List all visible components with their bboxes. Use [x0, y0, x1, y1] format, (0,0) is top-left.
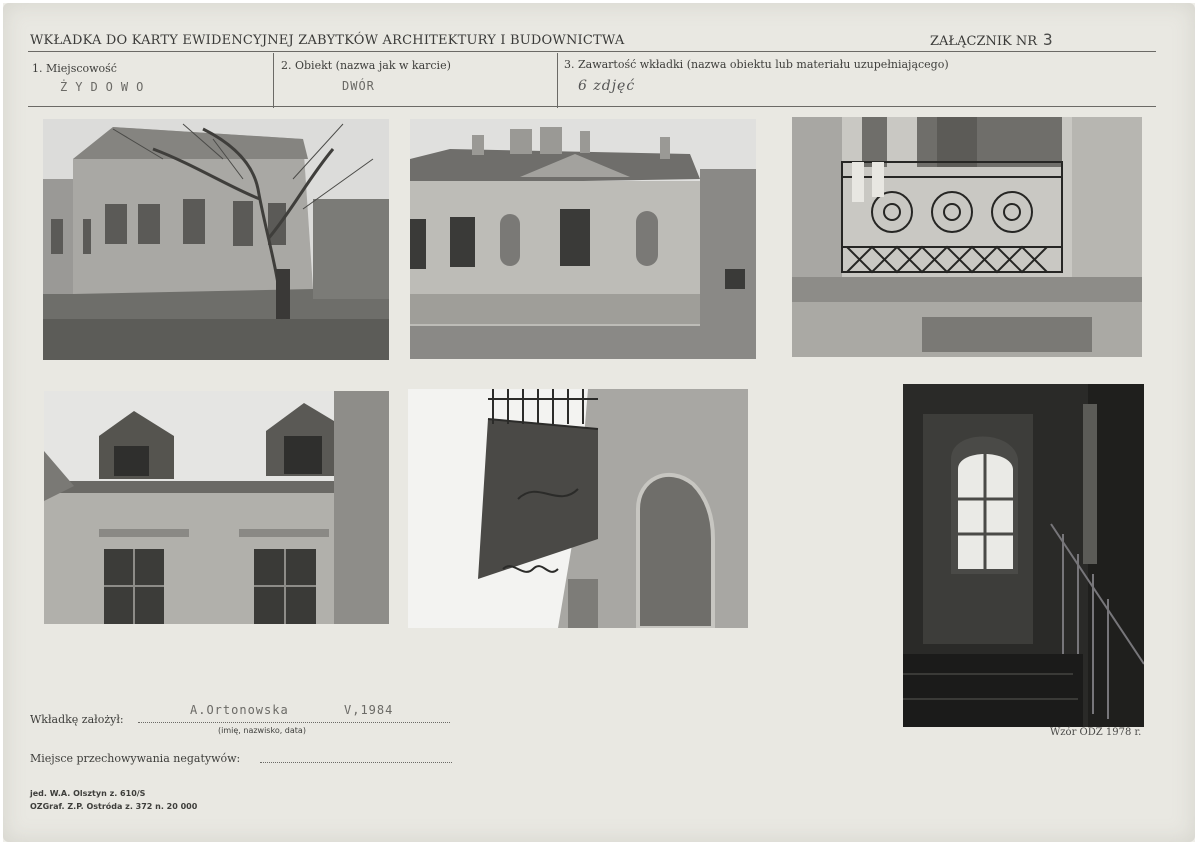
photo-balcony-railing — [792, 117, 1142, 357]
document-title: WKŁADKA DO KARTY EWIDENCYJNEJ ZABYTKÓW ARCHITEKTURY I BUDOWNICTWA — [30, 33, 625, 48]
print-info-line2: OZGraf. Z.P. Ostróda z. 372 n. 20 000 — [30, 802, 198, 811]
founder-name: A.Ortonowska — [190, 703, 289, 717]
founder-label: Wkładkę założył: — [30, 713, 124, 726]
field-divider — [557, 53, 558, 108]
object-value: DWÓR — [342, 79, 375, 93]
attachment-number-value: 3 — [1043, 30, 1053, 49]
negatives-line — [260, 762, 452, 763]
photo-manor-facade — [410, 119, 756, 359]
founder-date: V,1984 — [344, 703, 394, 717]
photo-dormers — [44, 391, 389, 624]
fields-rule — [28, 106, 1156, 107]
locality-label: 1. Miejscowość — [32, 62, 117, 75]
negatives-label: Miejsce przechowywania negatywów: — [30, 752, 241, 765]
content-value: 6 zdjęć — [578, 78, 636, 94]
object-label: 2. Obiekt (nazwa jak w karcie) — [281, 59, 451, 72]
field-divider — [273, 53, 274, 108]
photo-balcony-below — [408, 389, 748, 628]
founder-line — [138, 722, 450, 723]
header-rule — [28, 51, 1156, 52]
photo-staircase — [903, 384, 1144, 727]
photo-manor-exterior — [43, 119, 389, 360]
print-info-line1: jed. W.A. Olsztyn z. 610/S — [30, 789, 146, 798]
attachment-label: ZAŁĄCZNIK NR — [930, 34, 1038, 49]
locality-value: ŻYDOWO — [60, 80, 152, 94]
attachment-number — [930, 30, 1053, 49]
template-mark: Wzór ODZ 1978 r. — [1050, 727, 1142, 738]
content-label: 3. Zawartość wkładki (nazwa obiektu lub materiału uzupełniającego) — [564, 58, 949, 71]
founder-hint: (imię, nazwisko, data) — [218, 726, 306, 735]
